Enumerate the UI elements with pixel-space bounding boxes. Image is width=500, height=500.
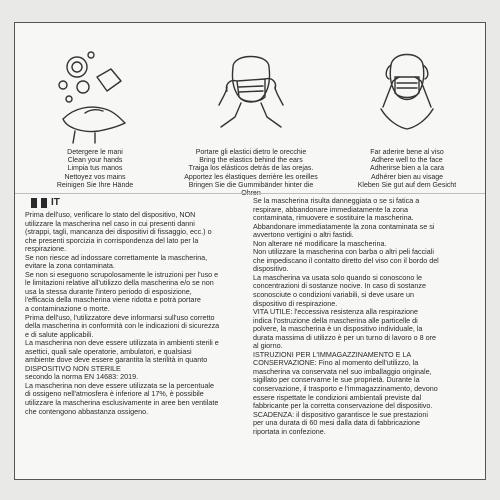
marker-block-icon bbox=[31, 198, 37, 208]
instruction-line: SCADENZA: il dispositivo garantisce le sue prestazioni bbox=[253, 409, 428, 419]
instruction-line: di ossigeno nell'atmosfera è inferiore al 17%, è possibile bbox=[25, 389, 204, 399]
caption-line: Nettoyez vos mains bbox=[64, 173, 126, 181]
instruction-line: e di salute applicabili. bbox=[25, 329, 94, 339]
caption-line: Detergere le mani bbox=[67, 149, 123, 156]
language-label: IT bbox=[51, 197, 60, 208]
instruction-line: Prima dell'uso, l'utilizzatore deve informarsi sull'uso corretto bbox=[25, 312, 215, 322]
caption-line: Bringen Sie die Gummibänder hinter die Ohren bbox=[188, 181, 314, 198]
instruction-line: che presenti sporcizia in corrispondenza del lato per la bbox=[25, 235, 199, 245]
instruction-line: avvertono vertigini o altri fastidi. bbox=[253, 230, 354, 240]
instruction-line: Se non riesce ad indossare correttamente la mascherina, bbox=[25, 252, 208, 262]
instruction-line: utilizzare la mascherina nel caso in cui presenti danni bbox=[25, 218, 195, 228]
caption-line: Adhere well to the face bbox=[371, 157, 443, 165]
hands-washing-icon bbox=[55, 47, 135, 145]
instruction-line: ambiente dove deve essere garantita la sterilità in quanto bbox=[25, 355, 208, 365]
instruction-line: della mascherina in conformità con le indicazioni di sicurezza bbox=[25, 321, 220, 331]
instruction-line: La mascherina va usata solo quando si conoscono le bbox=[253, 272, 423, 282]
caption-line: Bring the elastics behind the ears bbox=[199, 157, 303, 165]
caption-line: Clean your hands bbox=[67, 157, 123, 165]
instruction-line: Se la mascherina risulta danneggiata o se si fatica a bbox=[253, 196, 420, 205]
instruction-line: asettici, quali sale operatorie, ambulatori, e qualsiasi bbox=[25, 346, 192, 356]
instruction-line: conservazione, il trasporto e l'immagazzinamento, devono bbox=[253, 384, 438, 394]
instruction-line: usa la stessa durante l'intero periodo di esposizione, bbox=[25, 286, 192, 296]
instruction-line: utilizzare la mascherina esclusivamente in aree ben ventilate bbox=[25, 398, 219, 408]
instruction-line: evitare la zona contaminata. bbox=[25, 261, 115, 271]
instruction-line: polvere, la mascherina è un dispositivo individuale, la bbox=[253, 324, 423, 334]
instruction-line: per una durata di 60 mesi dalla data di fabbricazione bbox=[253, 418, 421, 428]
instruction-line: respirazione. bbox=[25, 244, 67, 254]
instruction-line: sigillato per conservarne le sue proprietà. Durante la bbox=[253, 375, 420, 385]
instruction-line: che contengono abbastanza ossigeno. bbox=[25, 406, 149, 416]
mask-elastics-icon bbox=[211, 47, 291, 145]
instruction-line: La mascherina non deve essere utilizzata in ambienti sterili e bbox=[25, 338, 219, 348]
instruction-line: indica l'ostruzione della mascherina alle particelle di bbox=[253, 315, 418, 325]
instruction-line: contaminata, rimuovere e sostituire la mascherina. bbox=[253, 213, 414, 223]
caption-line: Apportez les élastiques derrière les oreilles bbox=[184, 173, 318, 181]
mask-adhere-icon bbox=[367, 47, 447, 145]
instruction-line: Abbandonare immediatamente la zona contaminata se si bbox=[253, 221, 435, 231]
instruction-line: DISPOSITIVO NON STERILE bbox=[25, 363, 121, 373]
instruction-line: (strappi, tagli, mancanza dei dispositivi di fissaggio, ecc.) o bbox=[25, 227, 212, 237]
instruction-line: respirare, abbandonare immediatamente la zona bbox=[253, 204, 409, 214]
instruction-sheet bbox=[14, 22, 486, 480]
caption-line: Far aderire bene al viso bbox=[370, 149, 444, 156]
caption-line: Adherirse bien a la cara bbox=[370, 165, 444, 173]
instruction-line: riportata in confezione. bbox=[253, 426, 326, 436]
instruction-line: sconosciute o condizioni variabili, si deve usare un bbox=[253, 290, 415, 300]
caption-line: Kleben Sie gut auf dem Gesicht bbox=[357, 181, 457, 189]
step-adhere-to-face bbox=[337, 47, 477, 190]
instruction-line: mascherina va conservata nel suo imballaggio originale, bbox=[253, 366, 432, 376]
instruction-line: VITA UTILE: l'eccessiva resistenza alla respirazione bbox=[253, 307, 419, 317]
instruction-line: Non alterare né modificare la mascherina. bbox=[253, 238, 387, 248]
instruction-line: Non utilizzare la mascherina con barba o altri peli facciali bbox=[253, 247, 434, 257]
step-elastics-behind-ears bbox=[181, 47, 321, 198]
instructions-right-column bbox=[253, 197, 463, 436]
caption-line: Portare gli elastici dietro le orecchie bbox=[195, 149, 307, 156]
marker-block-icon bbox=[41, 198, 47, 208]
step-clean-hands bbox=[25, 47, 165, 190]
caption-line: Reinigen Sie Ihre Hände bbox=[56, 181, 134, 189]
instruction-line: le limitazioni relative all'utilizzo della mascherina e/o se non bbox=[25, 278, 214, 288]
instruction-line: Prima dell'uso, verificare lo stato del dispositivo, NON bbox=[25, 210, 196, 219]
instruction-line: secondo la norma EN 14683: 2019. bbox=[25, 372, 139, 382]
instruction-line: CONSERVAZIONE: Fino al momento dell'utilizzo, la bbox=[253, 358, 419, 368]
caption-line: Traiga los elásticos detrás de las orejas. bbox=[188, 165, 314, 173]
caption-line: Limpia tus manos bbox=[67, 165, 123, 173]
instruction-line: essere rispettate le condizioni ambientali previste dal bbox=[253, 392, 422, 402]
instruction-line: a contaminazione o morte. bbox=[25, 304, 110, 314]
instruction-line: La mascherina non deve essere utilizzata se la percentuale bbox=[25, 380, 214, 390]
instructions-left-column bbox=[25, 211, 245, 416]
instruction-line: Se non si eseguono scrupolosamente le istruzioni per l'uso e bbox=[25, 269, 219, 279]
instruction-line: concentrazioni di sostanze nocive. In caso di sostanze bbox=[253, 281, 426, 291]
instruction-line: l'efficacia della mascherina viene ridotta e potrà portare bbox=[25, 295, 201, 305]
instruction-line: fabbricante per la corretta conservazione del dispositivo. bbox=[253, 401, 433, 411]
section-divider bbox=[15, 193, 485, 194]
instruction-line: ISTRUZIONI PER L'IMMAGAZZINAMENTO E LA bbox=[253, 349, 412, 359]
instruction-line: al giorno. bbox=[253, 341, 283, 351]
instruction-line: dispositivo di respirazione. bbox=[253, 298, 338, 308]
instruction-line: che impediscano il contatto diretto del viso con il bordo del bbox=[253, 255, 439, 265]
instruction-line: durata massima di utilizzo è per un turno di lavoro o 8 ore bbox=[253, 332, 436, 342]
instruction-line: dispositivo. bbox=[253, 264, 289, 274]
language-marker bbox=[31, 197, 60, 208]
caption-line: Adhérer bien au visage bbox=[371, 173, 443, 181]
